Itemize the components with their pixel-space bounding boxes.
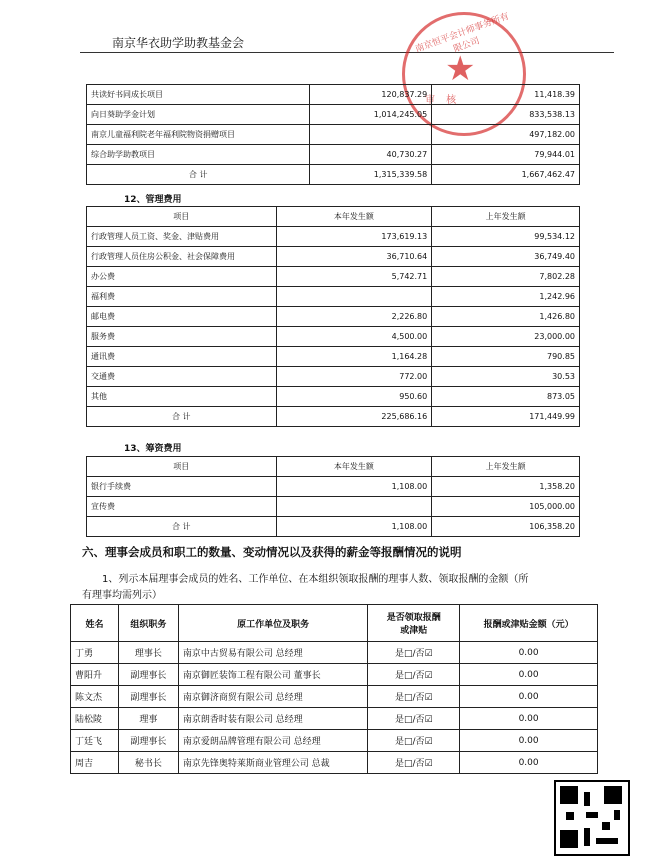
item-cell: 邮电费 [87, 307, 277, 327]
role-cell: 理事长 [118, 642, 178, 664]
current-cell: 2,226.80 [276, 307, 432, 327]
current-cell [276, 287, 432, 307]
current-cell: 1,164.28 [276, 347, 432, 367]
table-row [87, 387, 580, 407]
name-cell: 陆松陵 [71, 708, 119, 730]
table-header-row [87, 457, 580, 477]
prior-cell: 1,242.96 [432, 287, 580, 307]
unit-cell: 南京爱朗品牌管理有限公司 总经理 [178, 730, 368, 752]
table-row [87, 145, 580, 165]
amount-cell: 0.00 [460, 708, 598, 730]
prior-cell: 497,182.00 [432, 125, 580, 145]
current-cell [310, 125, 432, 145]
current-cell: 40,730.27 [310, 145, 432, 165]
name-cell: 丁勇 [71, 642, 119, 664]
table-row [87, 307, 580, 327]
prior-cell: 36,749.40 [432, 247, 580, 267]
total-current: 1,315,339.58 [310, 165, 432, 185]
total-prior: 106,358.20 [432, 517, 580, 537]
total-row [87, 407, 580, 427]
item-cell: 综合助学助教项目 [87, 145, 310, 165]
col-current-header: 本年发生额 [276, 207, 432, 227]
header-rule [80, 52, 614, 53]
total-prior: 171,449.99 [432, 407, 580, 427]
prior-cell: 11,418.39 [432, 85, 580, 105]
item-cell: 共读好书同成长项目 [87, 85, 310, 105]
current-cell: 5,742.71 [276, 267, 432, 287]
unit-cell: 南京朗香时装有限公司 总经理 [178, 708, 368, 730]
current-cell: 1,014,245.05 [310, 105, 432, 125]
prior-cell: 99,534.12 [432, 227, 580, 247]
table-row [87, 85, 580, 105]
col-current-header: 本年发生额 [276, 457, 432, 477]
prior-cell: 105,000.00 [432, 497, 580, 517]
col-name-header: 姓名 [71, 605, 119, 642]
prior-cell: 873.05 [432, 387, 580, 407]
paid-cell: 是□/否☑ [368, 664, 460, 686]
total-row [87, 517, 580, 537]
prior-cell: 1,426.80 [432, 307, 580, 327]
section6-paragraph-line1: 1、列示本届理事会成员的姓名、工作单位、在本组织领取报酬的理事人数、领取报酬的金额（所 [102, 574, 529, 585]
name-cell: 周吉 [71, 752, 119, 774]
name-cell: 丁廷飞 [71, 730, 119, 752]
fund-section-title: 13、筹资费用 [124, 444, 182, 454]
fund-expense-table [86, 456, 580, 537]
star-icon: ★ [445, 49, 476, 89]
table-header-row [87, 207, 580, 227]
amount-cell: 0.00 [460, 730, 598, 752]
table-row [87, 347, 580, 367]
col-paid-header [368, 605, 460, 642]
table-row [87, 477, 580, 497]
table-row [87, 327, 580, 347]
item-cell: 银行手续费 [87, 477, 277, 497]
paid-cell: 是□/否☑ [368, 708, 460, 730]
role-cell: 副理事长 [118, 664, 178, 686]
paid-cell: 是□/否☑ [368, 752, 460, 774]
table-row [87, 125, 580, 145]
table-row [87, 105, 580, 125]
table-row [71, 664, 598, 686]
col-prior-header: 上年发生额 [432, 457, 580, 477]
col-item-header: 项目 [87, 207, 277, 227]
table-row [87, 497, 580, 517]
name-cell: 陈文杰 [71, 686, 119, 708]
table-row [71, 642, 598, 664]
item-cell: 行政管理人员住房公积金、社会保障费用 [87, 247, 277, 267]
unit-cell: 南京御匠装饰工程有限公司 董事长 [178, 664, 368, 686]
section6-heading: 六、理事会成员和职工的数量、变动情况以及获得的薪金等报酬情况的说明 [82, 545, 462, 559]
col-item-header: 项目 [87, 457, 277, 477]
prior-cell: 79,944.01 [432, 145, 580, 165]
prior-cell: 30.53 [432, 367, 580, 387]
item-cell: 向日葵助学金计划 [87, 105, 310, 125]
unit-cell: 南京先锋奥特莱斯商业管理公司 总裁 [178, 752, 368, 774]
table-row [71, 752, 598, 774]
prior-cell: 23,000.00 [432, 327, 580, 347]
table-row [71, 730, 598, 752]
stamp-text: 南京恒平会计师事务所有限公司 [414, 11, 511, 55]
item-cell: 办公费 [87, 267, 277, 287]
qr-code-icon [554, 780, 630, 856]
item-cell: 交通费 [87, 367, 277, 387]
unit-cell: 南京御济商贸有限公司 总经理 [178, 686, 368, 708]
role-cell: 秘书长 [118, 752, 178, 774]
current-cell: 772.00 [276, 367, 432, 387]
section6-paragraph-line2: 有理事均需列示） [82, 590, 162, 601]
current-cell: 950.60 [276, 387, 432, 407]
prior-cell: 7,802.28 [432, 267, 580, 287]
item-cell: 通讯费 [87, 347, 277, 367]
prior-cell: 1,358.20 [432, 477, 580, 497]
table-header-row [71, 605, 598, 642]
stamp-subtext: 审 核 [425, 95, 461, 106]
amount-cell: 0.00 [460, 752, 598, 774]
amount-cell: 0.00 [460, 686, 598, 708]
table-row [71, 686, 598, 708]
item-cell: 服务费 [87, 327, 277, 347]
current-cell: 4,500.00 [276, 327, 432, 347]
col-paid-header-line1: 是否领取报酬 [386, 613, 441, 623]
mgmt-expense-table [86, 206, 580, 427]
current-cell: 36,710.64 [276, 247, 432, 267]
total-prior: 1,667,462.47 [432, 165, 580, 185]
item-cell: 其他 [87, 387, 277, 407]
current-cell: 1,108.00 [276, 477, 432, 497]
unit-cell: 南京中古贸易有限公司 总经理 [178, 642, 368, 664]
item-cell: 南京儿童福利院老年福利院物资捐赠项目 [87, 125, 310, 145]
amount-cell: 0.00 [460, 642, 598, 664]
item-cell: 宣传费 [87, 497, 277, 517]
item-cell: 行政管理人员工资、奖金、津贴费用 [87, 227, 277, 247]
table-row [87, 287, 580, 307]
amount-cell: 0.00 [460, 664, 598, 686]
col-paid-header-line2: 或津贴 [400, 626, 428, 636]
role-cell: 副理事长 [118, 686, 178, 708]
current-cell: 120,837.29 [310, 85, 432, 105]
item-cell: 福利费 [87, 287, 277, 307]
total-label: 合 计 [87, 517, 277, 537]
col-unit-header: 原工作单位及职务 [178, 605, 368, 642]
total-current: 225,686.16 [276, 407, 432, 427]
paid-cell: 是□/否☑ [368, 730, 460, 752]
total-label: 合 计 [87, 407, 277, 427]
table-row [87, 227, 580, 247]
board-members-table [70, 604, 598, 774]
total-row [87, 165, 580, 185]
role-cell: 理事 [118, 708, 178, 730]
table-row [87, 367, 580, 387]
paid-cell: 是□/否☑ [368, 642, 460, 664]
col-role-header: 组织职务 [118, 605, 178, 642]
current-cell: 173,619.13 [276, 227, 432, 247]
prior-cell: 833,538.13 [432, 105, 580, 125]
col-amount-header: 报酬或津贴金额（元） [460, 605, 598, 642]
paid-cell: 是□/否☑ [368, 686, 460, 708]
name-cell: 曹阳升 [71, 664, 119, 686]
role-cell: 副理事长 [118, 730, 178, 752]
total-current: 1,108.00 [276, 517, 432, 537]
table-row [87, 267, 580, 287]
prior-cell: 790.85 [432, 347, 580, 367]
total-label: 合 计 [87, 165, 310, 185]
table-row [71, 708, 598, 730]
org-header: 南京华衣助学助教基金会 [112, 36, 245, 50]
col-prior-header: 上年发生额 [432, 207, 580, 227]
mgmt-section-title: 12、管理费用 [124, 195, 182, 205]
project-expense-table [86, 84, 580, 185]
table-row [87, 247, 580, 267]
current-cell [276, 497, 432, 517]
